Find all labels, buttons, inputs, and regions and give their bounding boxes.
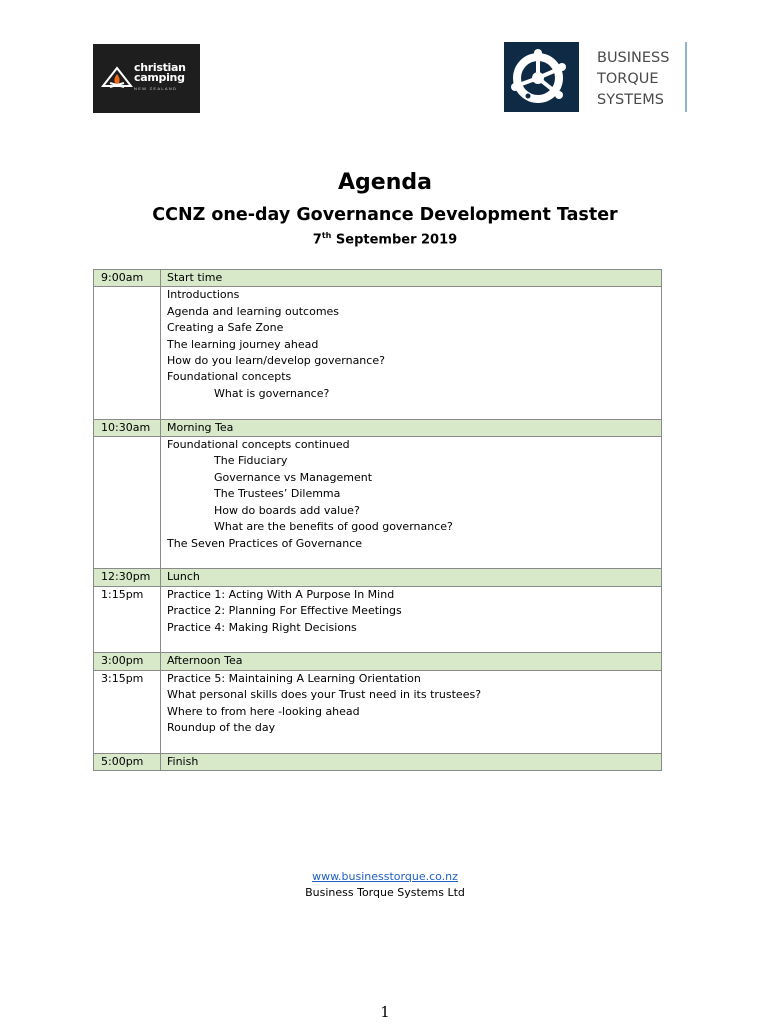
page-subtitle: CCNZ one-day Governance Development Taster	[152, 205, 618, 225]
page-number: 1	[380, 1003, 390, 1021]
agenda-session-row	[94, 670, 662, 753]
christian-camping-logo	[93, 44, 200, 113]
agenda-time: 5:00pm	[94, 753, 161, 770]
agenda-break-row	[94, 270, 662, 287]
bts-divider	[685, 42, 687, 112]
agenda-break-row	[94, 753, 662, 770]
agenda-item: The learning journey ahead	[167, 337, 319, 351]
logo-wordmark: christian camping	[134, 61, 186, 84]
agenda-item: The Fiduciary	[214, 454, 288, 468]
agenda-time	[94, 437, 161, 569]
agenda-break-row	[94, 419, 662, 436]
agenda-item: Practice 1: Acting With A Purpose In Mind	[167, 587, 395, 601]
agenda-item: The Trustees’ Dilemma	[214, 487, 341, 501]
agenda-item: Practice 5: Maintaining A Learning Orientation	[167, 671, 421, 685]
agenda-item: How do boards add value?	[214, 503, 360, 517]
agenda-item: Where to from here -looking ahead	[167, 704, 360, 718]
agenda-item: Foundational concepts continued	[167, 438, 350, 452]
logo-subtext: NEW ZEALAND	[134, 86, 178, 91]
agenda-item: Creating a Safe Zone	[167, 321, 284, 335]
agenda-item: The Seven Practices of Governance	[167, 536, 363, 550]
agenda-item: What are the benefits of good governance?	[214, 520, 453, 534]
agenda-session-content	[161, 437, 662, 569]
event-date: 7th September 2019	[312, 231, 458, 248]
agenda-time: 10:30am	[94, 419, 161, 436]
page-title: Agenda	[338, 170, 432, 195]
agenda-item: Foundational concepts	[167, 370, 292, 384]
agenda-session-row	[94, 287, 662, 419]
agenda-break-label: Lunch	[161, 569, 662, 586]
agenda-item: Agenda and learning outcomes	[167, 304, 340, 318]
agenda-break-label: Morning Tea	[161, 419, 662, 436]
agenda-time: 3:15pm	[94, 670, 161, 753]
wheel-icon	[504, 42, 579, 112]
agenda-item: Governance vs Management	[214, 470, 373, 484]
campfire-icon	[101, 64, 133, 90]
business-torque-logo	[504, 42, 690, 114]
agenda-break-label: Afternoon Tea	[161, 653, 662, 670]
agenda-item: Practice 4: Making Right Decisions	[167, 620, 357, 634]
agenda-session-content	[161, 586, 662, 653]
agenda-time: 12:30pm	[94, 569, 161, 586]
website-link[interactable]: www.businesstorque.co.nz	[312, 870, 458, 883]
agenda-time	[94, 287, 161, 419]
agenda-break-row	[94, 653, 662, 670]
agenda-item: Roundup of the day	[167, 720, 276, 734]
agenda-item: Introductions	[167, 288, 240, 302]
agenda-item: What is governance?	[214, 386, 330, 400]
agenda-break-label: Finish	[161, 753, 662, 770]
agenda-table	[93, 269, 662, 771]
agenda-session-row	[94, 586, 662, 653]
agenda-time: 1:15pm	[94, 586, 161, 653]
agenda-session-content	[161, 287, 662, 419]
agenda-break-label: Start time	[161, 270, 662, 287]
agenda-time: 9:00am	[94, 270, 161, 287]
agenda-time: 3:00pm	[94, 653, 161, 670]
agenda-break-row	[94, 569, 662, 586]
agenda-item: How do you learn/develop governance?	[167, 354, 385, 368]
bts-wordmark: BUSINESS TORQUE SYSTEMS	[597, 50, 670, 108]
agenda-session-content	[161, 670, 662, 753]
bts-mark	[504, 42, 579, 112]
agenda-session-row	[94, 437, 662, 569]
agenda-item: Practice 2: Planning For Effective Meetings	[167, 604, 402, 618]
agenda-item: What personal skills does your Trust need in its trustees?	[167, 688, 482, 702]
company-name: Business Torque Systems Ltd	[305, 886, 465, 899]
